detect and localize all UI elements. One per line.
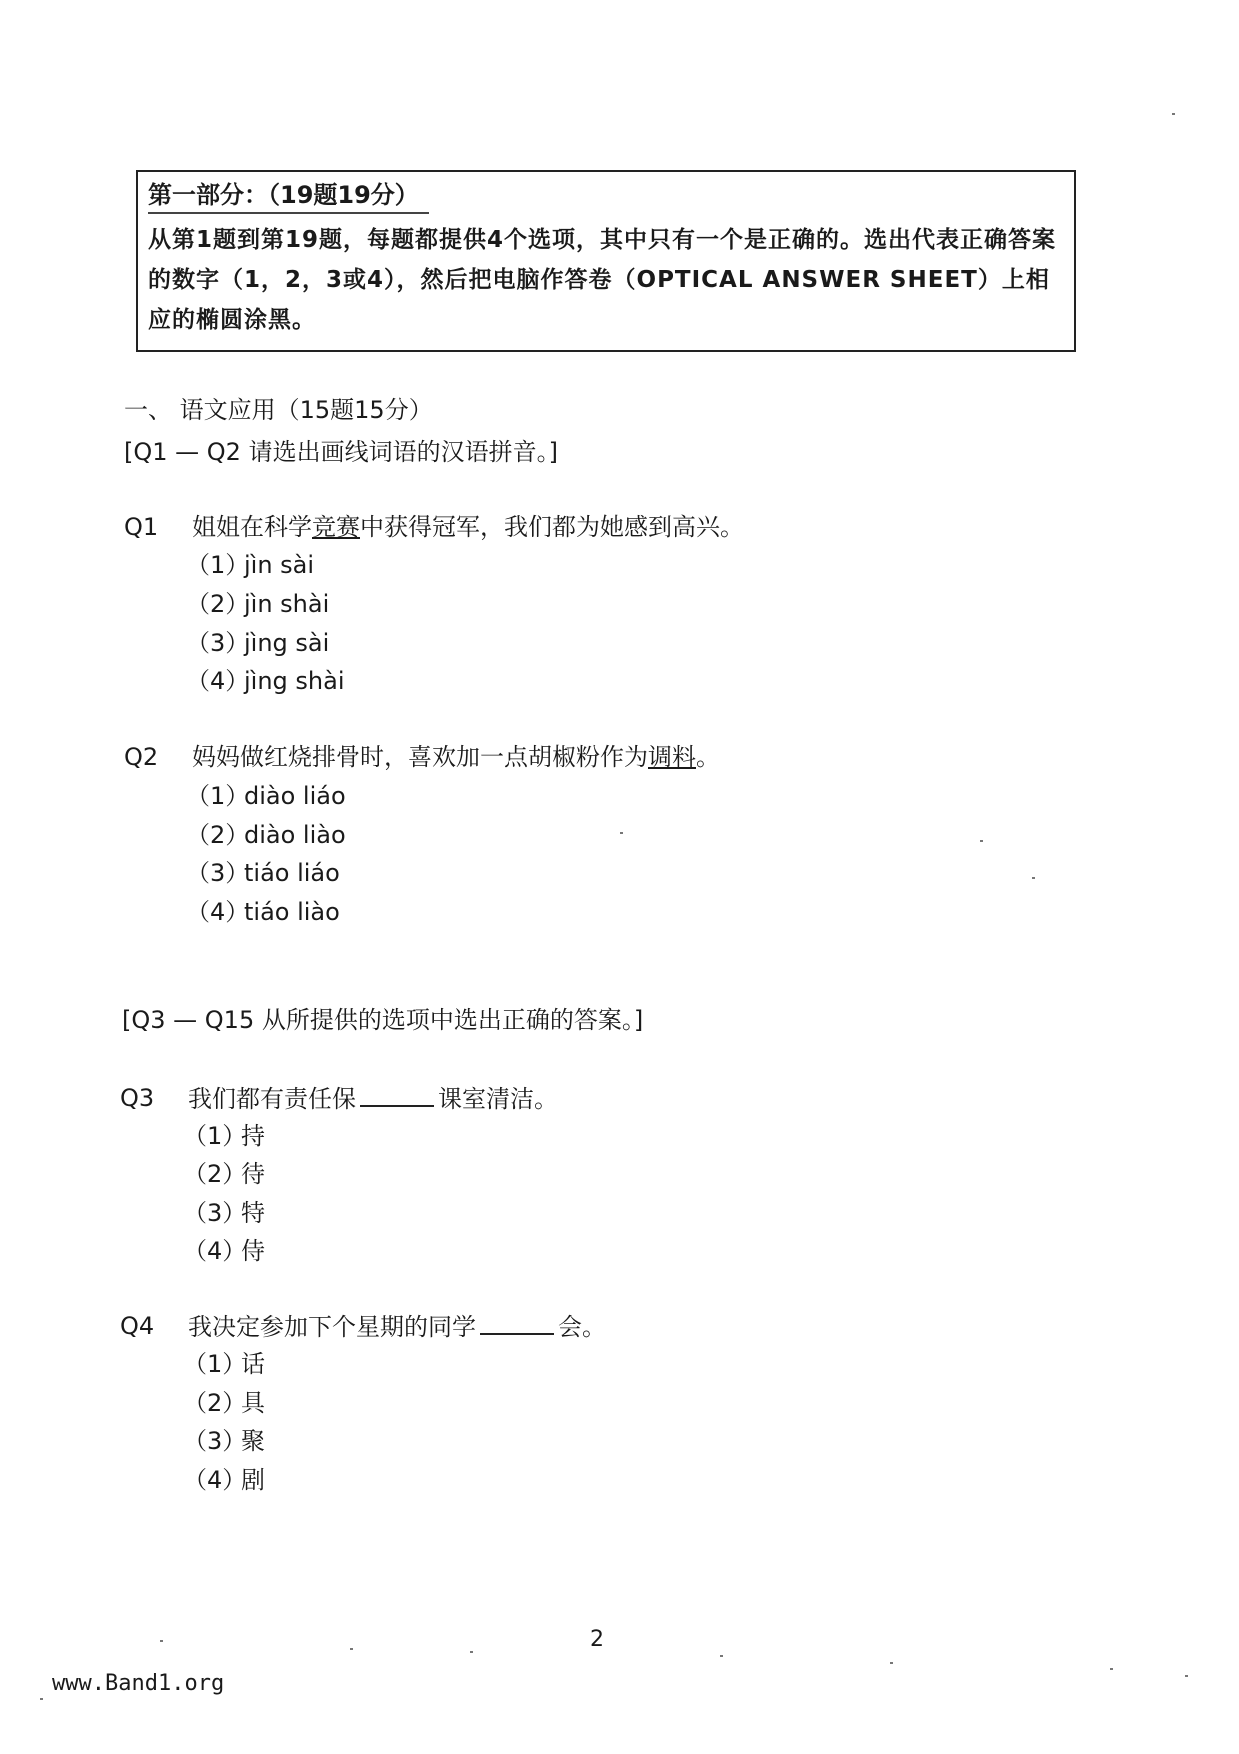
option-text: diào liáo [244,782,346,810]
option-number: （2） [183,1160,247,1188]
q3-blank [360,1083,434,1107]
q4-blank [480,1311,554,1335]
q4-option-3 [183,1426,265,1456]
option-text: 剧 [241,1466,265,1494]
option-text: jìn shài [244,590,330,618]
option-number: （1） [186,782,250,810]
q2-stem-text: 妈妈做红烧排骨时，喜欢加一点胡椒粉作为 [192,743,648,771]
q3-q15-instruction: [Q3 — Q15 从所提供的选项中选出正确的答案。] [122,1006,644,1034]
q4-number: Q4 [120,1312,155,1340]
option-number: （4） [186,667,250,695]
section-title: 第一部分：（19题19分） [148,178,429,214]
q4-option-2 [183,1388,265,1418]
q4-option-1 [183,1349,265,1379]
scan-speck [350,1648,353,1650]
q3-option-4 [183,1236,265,1266]
q1-stem [192,512,744,542]
q1-stem-text: 姐姐在科学 [192,513,312,541]
section-instructions: 从第1题到第19题，每题都提供4个选项，其中只有一个是正确的。选出代表正确答案的数字（1，2，3或4），然后把电脑作答卷（OPTICAL ANSWER SHEET）上相应的椭圆涂黑。 [148,227,1057,333]
option-number: （4） [183,1237,247,1265]
page-number: 2 [590,1627,604,1652]
scan-speck [620,832,623,834]
option-number: （2） [186,821,250,849]
q1-q2-instruction: [Q1 — Q2 请选出画线词语的汉语拼音。] [124,438,558,466]
q3-stem [188,1083,558,1114]
q3-option-2 [183,1159,265,1189]
section-instruction-box [136,170,1076,352]
q4-stem-text-end: 会。 [558,1313,606,1341]
option-text: 待 [241,1160,265,1188]
scan-speck [40,1698,43,1700]
q1-option-1 [186,550,314,580]
q2-option-1 [186,781,346,811]
option-text: 聚 [241,1427,265,1455]
footer-url: www.Band1.org [52,1671,225,1696]
option-number: （3） [186,859,250,887]
part-heading: 一、 语文应用（15题15分） [124,396,433,424]
option-number: （1） [183,1350,247,1378]
option-number: （2） [186,590,250,618]
option-text: diào liào [244,821,346,849]
q4-option-4 [183,1465,265,1495]
option-text: 特 [241,1199,265,1227]
q3-stem-text: 我们都有责任保 [188,1085,356,1113]
q1-number: Q1 [124,513,159,541]
scan-speck [470,1651,473,1653]
option-number: （4） [186,898,250,926]
q2-number: Q2 [124,743,159,771]
scan-speck [1172,113,1175,115]
option-text: 具 [241,1389,265,1417]
q2-option-3 [186,858,340,888]
q2-option-4 [186,897,340,927]
option-text: 话 [241,1350,265,1378]
option-number: （3） [186,629,250,657]
q3-option-1 [183,1121,265,1151]
option-number: （1） [183,1122,247,1150]
q2-option-2 [186,820,346,850]
q2-stem [192,742,720,772]
q3-stem-text-end: 课室清洁。 [438,1085,558,1113]
scan-speck [890,1662,893,1664]
q1-option-4 [186,666,345,696]
option-number: （1） [186,551,250,579]
scan-speck [1185,1675,1188,1677]
scan-speck [1032,877,1035,879]
scan-speck [1110,1668,1113,1670]
option-number: （4） [183,1466,247,1494]
q3-number: Q3 [120,1084,155,1112]
option-text: jìn sài [244,551,315,579]
option-text: jìng shài [244,667,345,695]
option-number: （3） [183,1199,247,1227]
option-text: jìng sài [244,629,330,657]
scan-speck [160,1640,163,1642]
option-number: （3） [183,1427,247,1455]
option-text: tiáo liáo [244,859,340,887]
option-text: 侍 [241,1237,265,1265]
scan-speck [980,840,983,842]
q1-underlined-word: 竞赛 [312,513,360,541]
q2-underlined-word: 调料 [648,743,696,771]
option-number: （2） [183,1389,247,1417]
q3-option-3 [183,1198,265,1228]
q4-stem [188,1311,606,1342]
scan-speck [720,1655,723,1657]
q1-stem-text-end: 中获得冠军，我们都为她感到高兴。 [360,513,744,541]
q1-option-3 [186,628,329,658]
option-text: tiáo liào [244,898,340,926]
q1-option-2 [186,589,329,619]
q2-stem-text-end: 。 [696,743,720,771]
q4-stem-text: 我决定参加下个星期的同学 [188,1313,476,1341]
option-text: 持 [241,1122,265,1150]
